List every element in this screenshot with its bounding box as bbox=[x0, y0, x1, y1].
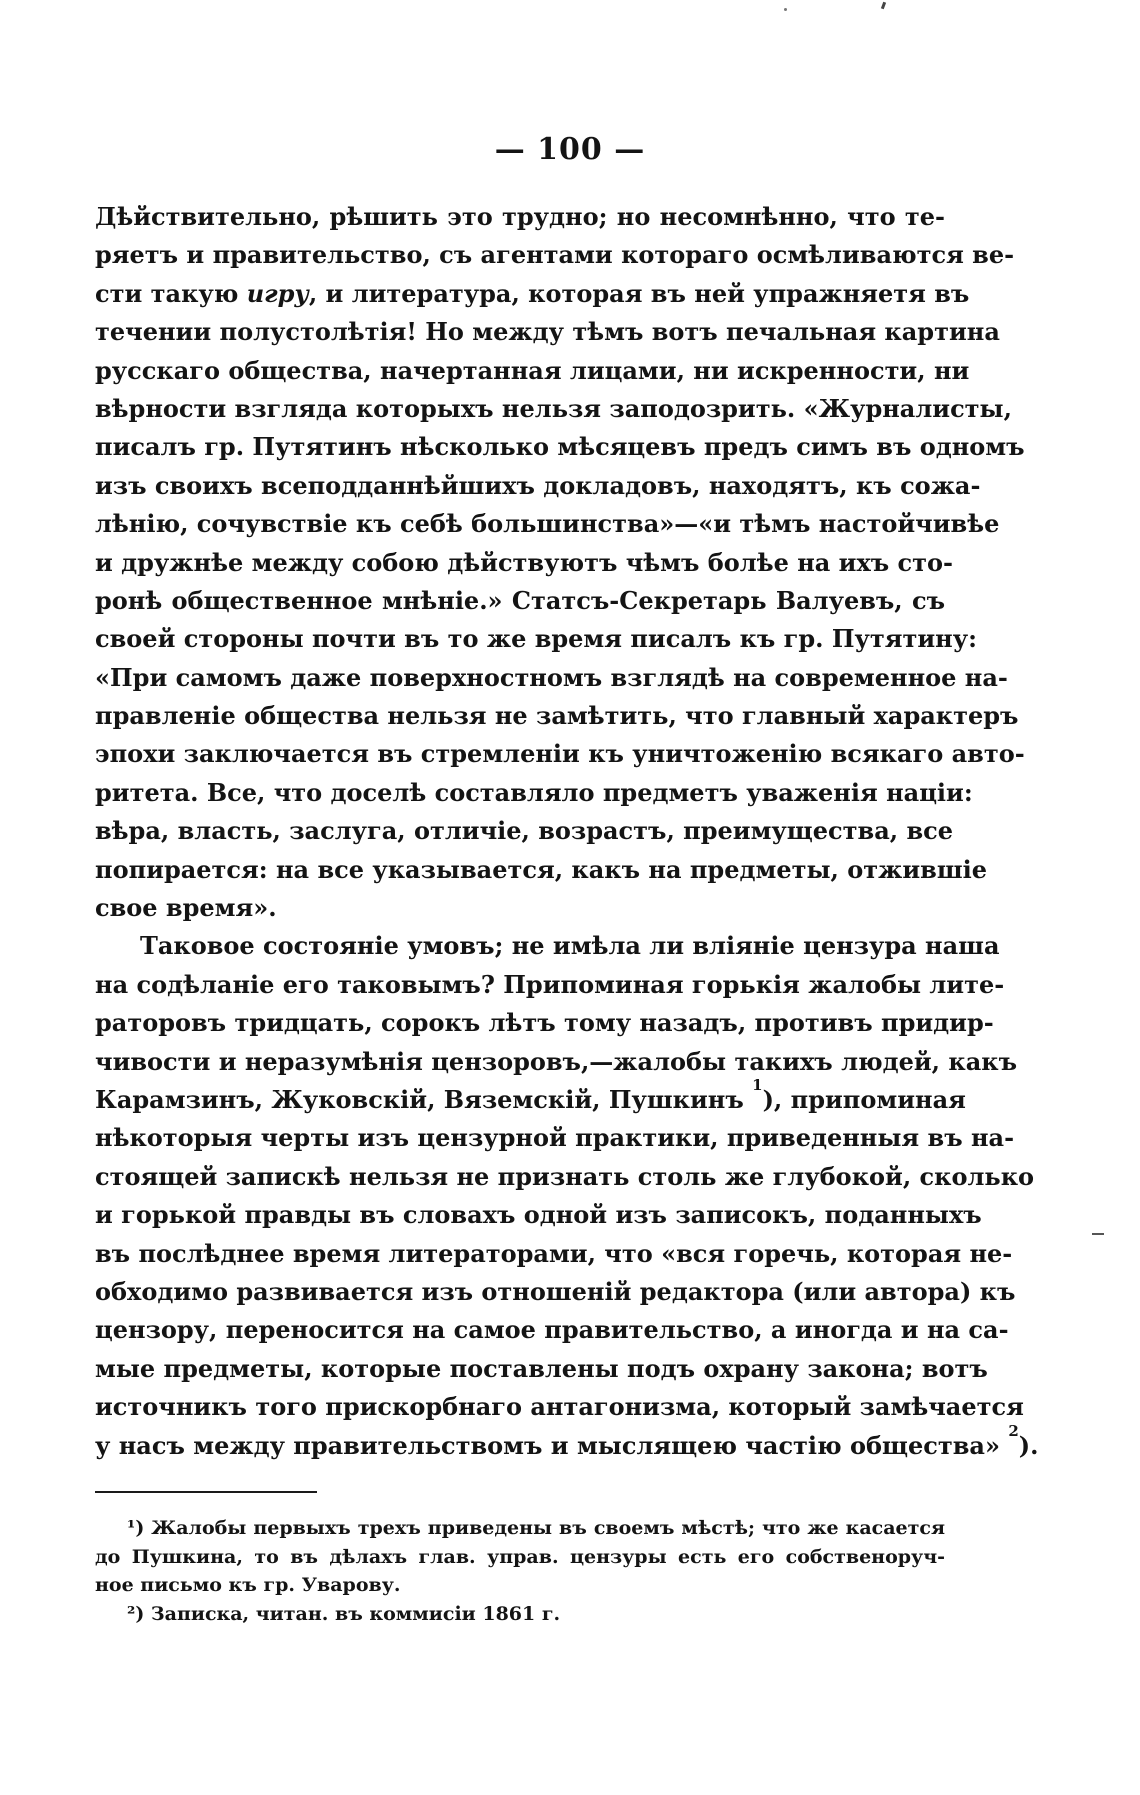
text-line: и горькой правды въ словахъ одной изъ записокъ, поданныхъ bbox=[95, 1200, 982, 1230]
text-line: обходимо развивается изъ отношеній редактора (или автора) къ bbox=[95, 1276, 1016, 1306]
text-line: мые предметы, которые поставлены подъ охрану закона; вотъ bbox=[95, 1353, 988, 1383]
text-fragment: Карамзинъ, Жуковскій, Вяземскій, Пушкинъ bbox=[95, 1084, 753, 1114]
print-speck bbox=[881, 2, 886, 10]
print-speck bbox=[784, 8, 787, 11]
text-line: Таковое состояніе умовъ; не имѣла ли вліяніе цензура наша bbox=[140, 931, 1000, 961]
text-fragment: ). bbox=[1018, 1430, 1039, 1460]
footnote-line: ное письмо къ гр. Уварову. bbox=[95, 1574, 401, 1596]
text-line: изъ своихъ всеподданнѣйшихъ докладовъ, находятъ, къ сожа- bbox=[95, 470, 981, 500]
footnote-ref: 1 bbox=[752, 1075, 763, 1094]
footnote-line: ¹) Жалобы первыхъ трехъ приведены въ своемъ мѣстѣ; что же касается bbox=[127, 1517, 945, 1539]
text-line: правленіе общества нельзя не замѣтить, что главный характеръ bbox=[95, 701, 1019, 731]
text-line: раторовъ тридцать, сорокъ лѣтъ тому назадъ, противъ придир- bbox=[95, 1008, 994, 1038]
text-line: въ послѣднее время литераторами, что «вся горечь, которая не- bbox=[95, 1238, 1013, 1268]
text-line: на содѣланіе его таковымъ? Припоминая горькія жалобы лите- bbox=[95, 969, 1005, 999]
text-line: источникъ того прискорбнаго антагонизма, который замѣчается bbox=[95, 1392, 1024, 1422]
text-line: ронѣ общественное мнѣніе.» Статсъ-Секретарь Валуевъ, съ bbox=[95, 585, 945, 615]
text-line: попирается: на все указывается, какъ на предметы, отжившіе bbox=[95, 854, 987, 884]
text-line: стоящей запискѣ нельзя не признать столь же глубокой, сколько bbox=[95, 1161, 1035, 1191]
text-line: вѣрности взгляда которыхъ нельзя заподозрить. «Журналисты, bbox=[95, 393, 1012, 423]
margin-mark bbox=[1092, 1233, 1104, 1235]
footnotes bbox=[95, 1514, 945, 1628]
text-line: эпохи заключается въ стремленіи къ уничтоженію всякаго авто- bbox=[95, 739, 1025, 769]
text-line: Дѣйствительно, рѣшить это трудно; но несомнѣнно, что те- bbox=[95, 202, 945, 231]
footnote-ref: 2 bbox=[1008, 1421, 1019, 1440]
text-line: «При самомъ даже поверхностномъ взглядѣ на современное на- bbox=[95, 662, 1008, 692]
text-fragment: ), припоминая bbox=[762, 1084, 966, 1114]
text-line: ряетъ и правительство, съ агентами котораго осмѣливаются ве- bbox=[95, 240, 1015, 270]
text-line: нѣкоторыя черты изъ цензурной практики, приведенныя въ на- bbox=[95, 1123, 1015, 1153]
footnote-line: ²) Записка, читан. въ коммисіи 1861 г. bbox=[127, 1602, 561, 1625]
text-line bbox=[95, 1421, 1039, 1465]
text-line: ритета. Все, что доселѣ составляло предметъ уваженія націи: bbox=[95, 777, 973, 807]
page-number: — 100 — bbox=[494, 132, 646, 167]
text-line: и дружнѣе между собою дѣйствуютъ чѣмъ болѣе на ихъ сто- bbox=[95, 547, 953, 577]
text-fragment: у насъ между правительствомъ и мыслящею частію общества» bbox=[95, 1430, 1009, 1460]
footnote-line: до Пушкина, то въ дѣлахъ глав. управ. цензуры есть его собственоруч- bbox=[95, 1545, 945, 1568]
text-line bbox=[95, 275, 970, 313]
text-line: свое время». bbox=[95, 893, 277, 923]
text-line: лѣнію, сочувствіе къ себѣ большинства»—«и тѣмъ настойчивѣе bbox=[95, 509, 1000, 539]
main-text bbox=[95, 198, 1039, 1465]
text-line: писалъ гр. Путятинъ нѣсколько мѣсяцевъ предъ симъ въ одномъ bbox=[95, 432, 1025, 462]
text-line: чивости и неразумѣнія цензоровъ,—жалобы такихъ людей, какъ bbox=[95, 1046, 1018, 1076]
text-line: русскаго общества, начертанная лицами, ни искренности, ни bbox=[95, 355, 970, 385]
text-fragment: сти такую bbox=[95, 278, 247, 308]
text-line bbox=[95, 1075, 966, 1119]
emphasized-word: игру bbox=[246, 278, 309, 308]
text-line: цензору, переносится на самое правительство, а иногда и на са- bbox=[95, 1315, 1009, 1345]
footnote-separator bbox=[95, 1491, 317, 1493]
text-line: течении полустолѣтія! Но между тѣмъ вотъ печальная картина bbox=[95, 317, 1000, 347]
text-line: вѣра, власть, заслуга, отличіе, возрастъ, преимущества, все bbox=[95, 816, 954, 846]
text-line: своей стороны почти въ то же время писалъ къ гр. Путятину: bbox=[95, 624, 977, 654]
text-fragment: , и литература, которая въ ней упражняетя въ bbox=[308, 278, 970, 308]
